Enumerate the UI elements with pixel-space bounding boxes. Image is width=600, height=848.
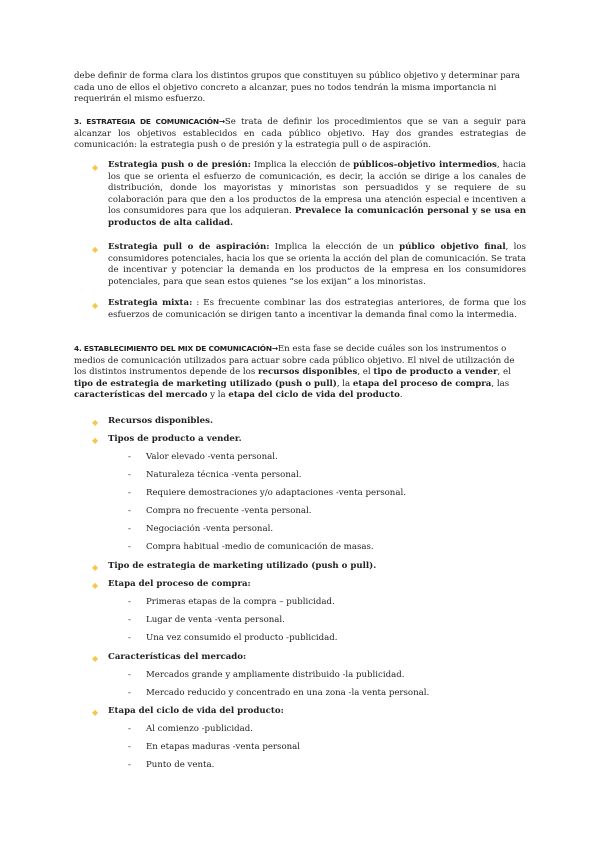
list-item-label: Características del mercado: [108, 652, 247, 662]
strategy-push-text-2: , hacia los que se orienta el esfuerzo de comunicación, es decir, la acción se dirige a los canales de distribución, donde los mayoristas y minoristas son persuadidos y se requiere de su colaboración para que den a los productos de la empresa una atención especial e incentiven a los consumidores para que los adquieran. [108, 160, 526, 217]
list-item-market-characteristics [92, 652, 247, 664]
dash-icon: - [128, 470, 131, 480]
list-item-label: Tipos de producto a vender. [108, 434, 242, 444]
dash-icon: - [128, 742, 131, 752]
bullet-icon: ◆ [92, 653, 99, 663]
bullet-icon: ◆ [92, 245, 99, 254]
strategy-pull-title: Estrategia pull o de aspiración: [108, 242, 270, 252]
sub-item [128, 615, 285, 627]
section-4-bold-4: etapa del proceso de compra [352, 378, 492, 389]
sub-item [128, 688, 430, 700]
section-4-text-7: . [399, 390, 403, 401]
section-4-text-1: En esta fase se decide cuáles son los instrumentos o medios de comunicación utilizados para actuar sobre cada público objetivo. El nivel de utilización de los distintos instrumentos depende de los [74, 344, 515, 378]
dash-icon: - [128, 688, 131, 698]
bullet-icon: ◆ [92, 163, 99, 172]
dash-icon: - [128, 597, 131, 607]
sub-item [128, 597, 335, 609]
dash-icon: - [128, 670, 131, 680]
sub-item-text: Compra habitual -medio de comunicación de masas. [146, 542, 374, 552]
section-4-text-2: , el [357, 367, 374, 378]
dash-icon: - [128, 506, 131, 516]
strategy-mixed-text: : Es frecuente combinar las dos estrategias anteriores, de forma que los esfuerzos de comunicación se dirigen tanto a incentivar la demanda final como la intermedia. [108, 298, 526, 320]
section-4-text-6: y la [207, 390, 229, 401]
strategy-pull-text-1: Implica la elección de un [269, 242, 400, 252]
list-item-life-cycle [92, 706, 284, 718]
strategy-mixed-item [92, 298, 526, 321]
sub-item [128, 742, 301, 754]
section-4-text-5: , las [491, 378, 510, 389]
strategy-pull-bold-1: público objetivo final [399, 242, 506, 252]
strategy-push-bold-2: Prevalece la comunicación personal y se usa en productos de alta calidad. [108, 206, 526, 228]
sub-item [128, 470, 302, 482]
strategy-push-text-1: Implica la elección de [250, 160, 354, 170]
strategy-push-bold-1: públicos-objetivo intermedios [353, 160, 497, 170]
sub-item [128, 524, 274, 536]
sub-item-text: Valor elevado -venta personal. [146, 452, 278, 462]
sub-item-text: Negociación -venta personal. [146, 524, 274, 534]
sub-item [128, 542, 374, 554]
strategy-pull-text-2: , los consumidores potenciales, hacia los que se orienta la acción del plan de comunicación. Se trata de incentivar y potenciar la demanda en los productos de la empresa en los consumidores potenciales, para que sean estos quienes “se los exijan” a los minoristas. [108, 242, 526, 287]
strategy-push-title: Estrategia push o de presión: [108, 160, 251, 170]
section-4-bold-1: recursos disponibles [257, 367, 358, 378]
strategy-pull-item [92, 242, 526, 288]
dash-icon: - [128, 633, 131, 643]
list-item-purchase-stage [92, 579, 251, 591]
list-item-resources [92, 416, 213, 428]
section-4-bold-5: características del mercado [74, 390, 208, 401]
strategy-push-item [92, 160, 526, 230]
list-item-marketing-strategy [92, 561, 377, 573]
sub-item-text: Lugar de venta -venta personal. [146, 615, 285, 625]
sub-item-text: Mercado reducido y concentrado en una zona -la venta personal. [146, 688, 430, 698]
sub-item-text: En etapas maduras -venta personal [146, 742, 301, 752]
sub-item [128, 488, 406, 500]
section-4-bold-6: etapa del ciclo de vida del producto [228, 390, 400, 401]
list-item-label: Recursos disponibles. [108, 416, 213, 426]
sub-item-text: Compra no frecuente -venta personal. [146, 506, 312, 516]
dash-icon: - [128, 615, 131, 625]
section-3-heading: 3. ESTRATEGIA DE COMUNICACIÓN→ [74, 117, 225, 126]
section-4-text-4: , la [336, 378, 353, 389]
sub-item-text: Punto de venta. [146, 760, 215, 770]
intro-paragraph: debe definir de forma clara los distintos grupos que constituyen su público objetivo y determinar para cada uno de ellos el objetivo concreto a alcanzar, pues no todos tendrán la misma importancia ni requerirán el mismo esfuerzo. [74, 71, 521, 105]
bullet-icon: ◆ [92, 562, 99, 572]
sub-item-text: Naturaleza técnica -venta personal. [146, 470, 302, 480]
sub-item-text: Mercados grande y ampliamente distribuido -la publicidad. [146, 670, 405, 680]
section-4-bold-2: tipo de producto a vender [373, 367, 498, 378]
dash-icon: - [128, 452, 131, 462]
section-3-paragraph [74, 116, 526, 152]
sub-item [128, 506, 312, 518]
sub-item [128, 760, 215, 772]
section-4-heading: 4. ESTABLECIMIENTO DEL MIX DE COMUNICACIÓN→ [74, 344, 278, 353]
list-item-label: Etapa del proceso de compra: [108, 579, 251, 589]
list-item-product-types [92, 434, 242, 446]
bullet-icon: ◆ [92, 417, 99, 427]
sub-item-text: Al comienzo -publicidad. [146, 724, 253, 734]
sub-item [128, 724, 253, 736]
bullet-icon: ◆ [92, 301, 99, 310]
list-item-label: Tipo de estrategia de marketing utilizado (push o pull). [108, 561, 377, 571]
section-3-text: Se trata de definir los procedimientos que se van a seguir para alcanzar los objetivos establecidos en cada público objetivo. Hay dos grandes estrategias de comunicación: la estrategia push o de presión y la estrategia pull o de aspiración. [74, 117, 526, 151]
sub-item [128, 670, 405, 682]
sub-item-text: Requiere demostraciones y/o adaptaciones -venta personal. [146, 488, 406, 498]
section-4-text-3: , el [497, 367, 511, 378]
dash-icon: - [128, 760, 131, 770]
strategy-mixed-title: Estrategia mixta: [108, 298, 193, 308]
section-4-paragraph [74, 343, 526, 402]
dash-icon: - [128, 542, 131, 552]
sub-item-text: Primeras etapas de la compra – publicidad. [146, 597, 335, 607]
list-item-label: Etapa del ciclo de vida del producto: [108, 706, 284, 716]
bullet-icon: ◆ [92, 435, 99, 445]
section-4-bold-3: tipo de estrategia de marketing utilizado (push o pull) [74, 378, 337, 389]
dash-icon: - [128, 524, 131, 534]
dash-icon: - [128, 724, 131, 734]
sub-item-text: Una vez consumido el producto -publicidad. [146, 633, 338, 643]
sub-item [128, 633, 338, 645]
sub-item [128, 452, 278, 464]
bullet-icon: ◆ [92, 707, 99, 717]
dash-icon: - [128, 488, 131, 498]
bullet-icon: ◆ [92, 580, 99, 590]
